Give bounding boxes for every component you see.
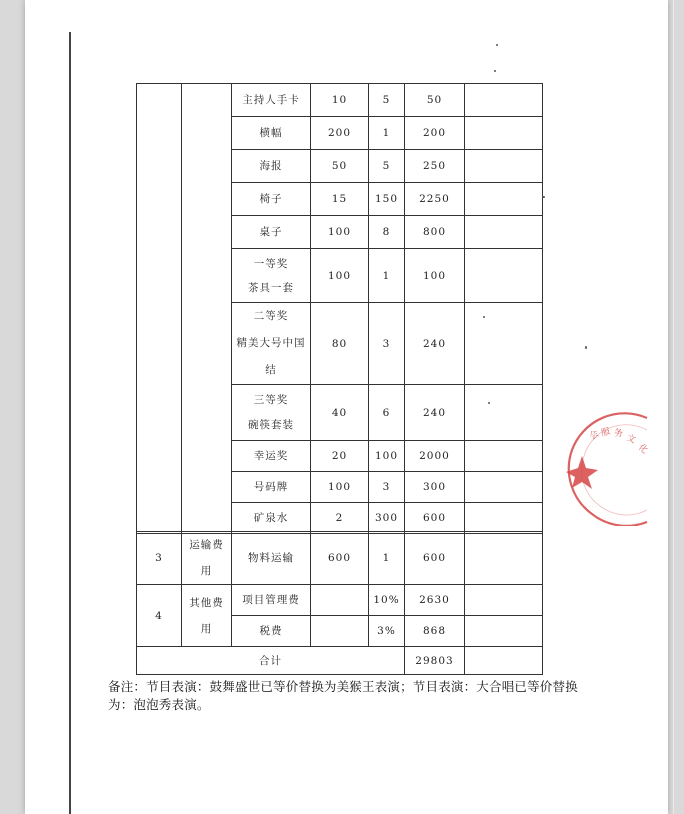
unit-price-cell: 200	[311, 117, 369, 150]
amount-cell: 2000	[405, 441, 465, 472]
unit-price-cell: 600	[311, 532, 369, 585]
item-cell	[232, 303, 311, 385]
svg-text:会: 会	[587, 429, 602, 443]
amount-cell: 600	[405, 532, 465, 585]
remark-cell	[465, 150, 543, 183]
remark-cell	[465, 385, 543, 441]
rate-cell: 10%	[369, 585, 405, 616]
amount-cell: 240	[405, 303, 465, 385]
item-line: 碗筷套装	[248, 418, 294, 431]
remark-cell	[465, 503, 543, 534]
remark-cell	[465, 616, 543, 647]
unit-price-cell: 80	[311, 303, 369, 385]
remark-cell	[465, 249, 543, 303]
item-cell: 矿泉水	[232, 503, 311, 534]
svg-text:服: 服	[600, 426, 612, 439]
total-amount: 29803	[405, 647, 465, 675]
amount-cell: 2250	[405, 183, 465, 216]
category-cell	[182, 84, 232, 534]
remark-cell	[465, 303, 543, 385]
qty-cell: 300	[369, 503, 405, 534]
remark-cell	[465, 84, 543, 117]
amount-cell: 868	[405, 616, 465, 647]
svg-text:· · · · ·: · · · · ·	[582, 504, 597, 510]
scan-speck	[488, 402, 490, 404]
unit-price-cell: 20	[311, 441, 369, 472]
item-cell: 项目管理费	[232, 585, 311, 616]
official-seal-stamp	[552, 410, 652, 526]
scan-speck	[496, 44, 498, 46]
no-cell	[137, 84, 182, 534]
qty-cell: 5	[369, 150, 405, 183]
item-cell: 物料运输	[232, 532, 311, 585]
qty-cell: 8	[369, 216, 405, 249]
item-cell: 海报	[232, 150, 311, 183]
scan-speck	[483, 316, 485, 318]
category-line: 运输费	[189, 539, 224, 551]
cost-table-lower	[136, 531, 543, 675]
item-cell	[232, 249, 311, 303]
unit-price-cell: 100	[311, 216, 369, 249]
remark-cell	[465, 585, 543, 616]
amount-cell: 2630	[405, 585, 465, 616]
item-line: 结	[265, 364, 277, 376]
item-cell: 桌子	[232, 216, 311, 249]
amount-cell: 600	[405, 503, 465, 534]
item-cell: 幸运奖	[232, 441, 311, 472]
item-cell: 税费	[232, 616, 311, 647]
qty-cell: 1	[369, 532, 405, 585]
scan-speck	[585, 346, 587, 349]
amount-cell: 250	[405, 150, 465, 183]
remark-cell	[465, 216, 543, 249]
amount-cell: 800	[405, 216, 465, 249]
rate-cell: 3%	[369, 616, 405, 647]
amount-cell: 50	[405, 84, 465, 117]
unit-price-cell: 15	[311, 183, 369, 216]
no-cell: 3	[137, 532, 182, 585]
total-label: 合计	[137, 647, 405, 675]
item-cell: 椅子	[232, 183, 311, 216]
scan-speck	[542, 196, 545, 198]
total-row	[137, 647, 543, 675]
remark-cell	[465, 183, 543, 216]
unit-price-cell: 50	[311, 150, 369, 183]
item-line: 精美大号中国	[236, 337, 306, 349]
remark-cell	[465, 532, 543, 585]
category-line: 用	[200, 622, 213, 635]
category-cell	[182, 585, 232, 647]
amount-cell: 200	[405, 117, 465, 150]
category-line: 用	[200, 565, 213, 577]
remark-cell	[465, 117, 543, 150]
binding-line	[69, 32, 71, 814]
item-cell	[232, 385, 311, 441]
unit-price-cell: 100	[311, 249, 369, 303]
item-cell: 主持人手卡	[232, 84, 311, 117]
unit-price-cell: 100	[311, 472, 369, 503]
svg-text:文: 文	[624, 433, 637, 446]
qty-cell: 1	[369, 249, 405, 303]
scan-speck	[494, 70, 496, 72]
qty-cell: 5	[369, 84, 405, 117]
unit-price-cell: 10	[311, 84, 369, 117]
item-cell: 横幅	[232, 117, 311, 150]
amount-cell: 300	[405, 472, 465, 503]
item-line: 三等奖	[253, 393, 289, 406]
unit-price-cell	[311, 616, 369, 647]
item-line: 二等奖	[253, 310, 289, 322]
cost-table	[136, 83, 543, 534]
amount-cell: 240	[405, 385, 465, 441]
item-line: 一等奖	[253, 257, 289, 270]
remark-cell	[465, 472, 543, 503]
qty-cell: 6	[369, 385, 405, 441]
remarks-note: 备注：节目表演：鼓舞盛世已等价替换为美猴王表演；节目表演：大合唱已等价替换为：泡泡秀表演。	[108, 679, 578, 712]
category-cell	[182, 532, 232, 585]
svg-text:务: 务	[614, 429, 624, 439]
table-row	[137, 84, 543, 117]
amount-cell: 100	[405, 249, 465, 303]
page-edge-line	[673, 0, 674, 814]
no-cell: 4	[137, 585, 182, 647]
item-cell: 号码牌	[232, 472, 311, 503]
qty-cell: 100	[369, 441, 405, 472]
remark-cell	[465, 647, 543, 675]
item-line: 茶具一套	[248, 281, 294, 294]
qty-cell: 3	[369, 472, 405, 503]
unit-price-cell	[311, 585, 369, 616]
qty-cell: 3	[369, 303, 405, 385]
qty-cell: 150	[369, 183, 405, 216]
category-line: 其他费	[189, 596, 224, 609]
unit-price-cell: 2	[311, 503, 369, 534]
svg-text:化: 化	[636, 442, 650, 457]
unit-price-cell: 40	[311, 385, 369, 441]
table-row	[137, 585, 543, 616]
remark-cell	[465, 441, 543, 472]
table-row	[137, 532, 543, 585]
qty-cell: 1	[369, 117, 405, 150]
